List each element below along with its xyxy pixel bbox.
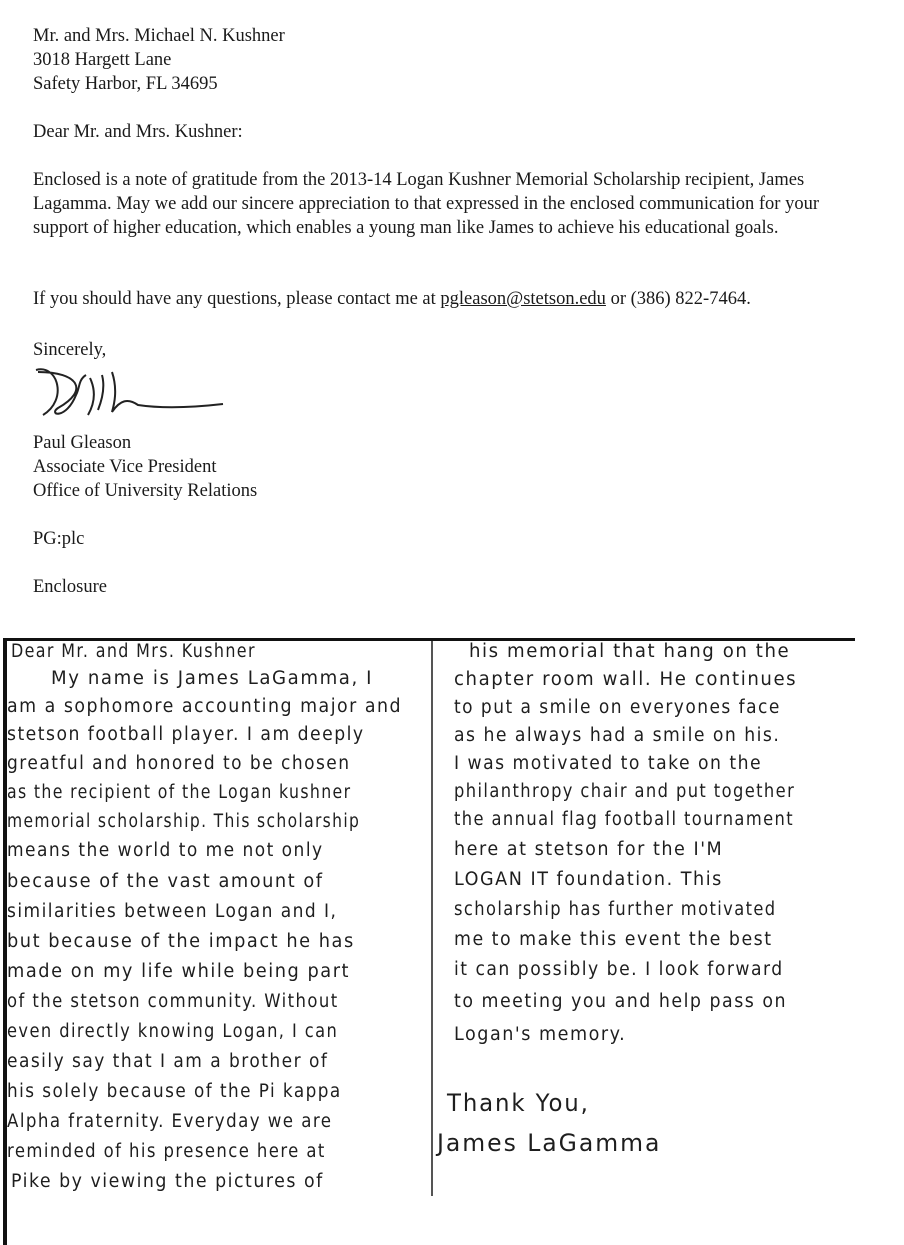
handwritten-sign-off: Thank You, xyxy=(447,1089,590,1117)
handwritten-line: My name is James LaGamma, I xyxy=(51,668,374,689)
reference-initials: PG:plc xyxy=(33,529,85,549)
address-line: Mr. and Mrs. Michael N. Kushner xyxy=(33,26,285,46)
handwritten-line: his solely because of the Pi kappa xyxy=(7,1081,342,1102)
handwritten-line: Logan's memory. xyxy=(454,1024,627,1045)
handwritten-line: to put a smile on everyones face xyxy=(454,697,781,718)
handwritten-line: to meeting you and help pass on xyxy=(454,991,788,1012)
handwritten-letter xyxy=(3,638,855,1245)
closing: Sincerely, xyxy=(33,340,107,360)
handwritten-line: memorial scholarship. This scholarship xyxy=(7,811,361,832)
enclosure-note: Enclosure xyxy=(33,577,107,597)
signer-title: Associate Vice President xyxy=(33,457,217,477)
contact-paragraph xyxy=(33,287,751,311)
handwritten-line: similarities between Logan and I, xyxy=(7,901,338,922)
address-line: 3018 Hargett Lane xyxy=(33,50,172,70)
signer-office: Office of University Relations xyxy=(33,481,258,501)
handwritten-line: even directly knowing Logan, I can xyxy=(7,1021,339,1042)
salutation: Dear Mr. and Mrs. Kushner: xyxy=(33,122,243,142)
handwritten-line: because of the vast amount of xyxy=(7,871,324,892)
handwritten-line: as he always had a smile on his. xyxy=(454,725,781,746)
handwritten-signature: James LaGamma xyxy=(437,1129,662,1157)
handwritten-line: LOGAN IT foundation. This xyxy=(454,869,723,890)
handwritten-line: stetson football player. I am deeply xyxy=(7,724,365,745)
handwritten-line: reminded of his presence here at xyxy=(7,1141,326,1162)
email-link[interactable]: pgleason@stetson.edu xyxy=(440,289,606,309)
column-divider xyxy=(431,641,433,1196)
handwritten-line: Alpha fraternity. Everyday we are xyxy=(7,1111,333,1132)
handwritten-line: Pike by viewing the pictures of xyxy=(11,1171,324,1192)
handwritten-line: made on my life while being part xyxy=(7,961,351,982)
handwritten-line: it can possibly be. I look forward xyxy=(454,959,784,980)
handwritten-line: Dear Mr. and Mrs. Kushner xyxy=(11,641,256,662)
contact-phone-text: or (386) 822-7464. xyxy=(605,289,751,309)
handwritten-line: I was motivated to take on the xyxy=(454,753,763,774)
recipient-address xyxy=(33,24,285,96)
body-paragraph: Enclosed is a note of gratitude from the 2013-14 Logan Kushner Memorial Scholarship recipient, James Lagamma. May we add our sincere appreciation to that expressed in the enclosed communication for your support of higher education, which enables a young man like James to achieve his educational goals. xyxy=(33,170,819,238)
handwritten-line: chapter room wall. He continues xyxy=(454,669,798,690)
contact-text: If you should have any questions, please contact me at xyxy=(33,289,441,309)
handwritten-line: his memorial that hang on the xyxy=(469,641,791,662)
handwritten-line: of the stetson community. Without xyxy=(7,991,339,1012)
handwritten-line: the annual flag football tournament xyxy=(454,809,795,830)
handwritten-line: am a sophomore accounting major and xyxy=(7,696,403,717)
handwritten-line: easily say that I am a brother of xyxy=(7,1051,329,1072)
handwritten-line: here at stetson for the I'M xyxy=(454,839,724,860)
handwritten-line: philanthropy chair and put together xyxy=(454,781,796,802)
handwritten-line: greatful and honored to be chosen xyxy=(7,753,351,774)
handwritten-line: as the recipient of the Logan kushner xyxy=(7,782,352,803)
signature-image xyxy=(28,360,238,430)
address-line: Safety Harbor, FL 34695 xyxy=(33,74,218,94)
signer-name: Paul Gleason xyxy=(33,433,132,453)
handwritten-line: means the world to me not only xyxy=(7,840,324,861)
handwritten-line: scholarship has further motivated xyxy=(454,899,777,920)
handwritten-line: me to make this event the best xyxy=(454,929,773,950)
handwritten-line: but because of the impact he has xyxy=(7,931,355,952)
signer-block xyxy=(33,431,257,503)
